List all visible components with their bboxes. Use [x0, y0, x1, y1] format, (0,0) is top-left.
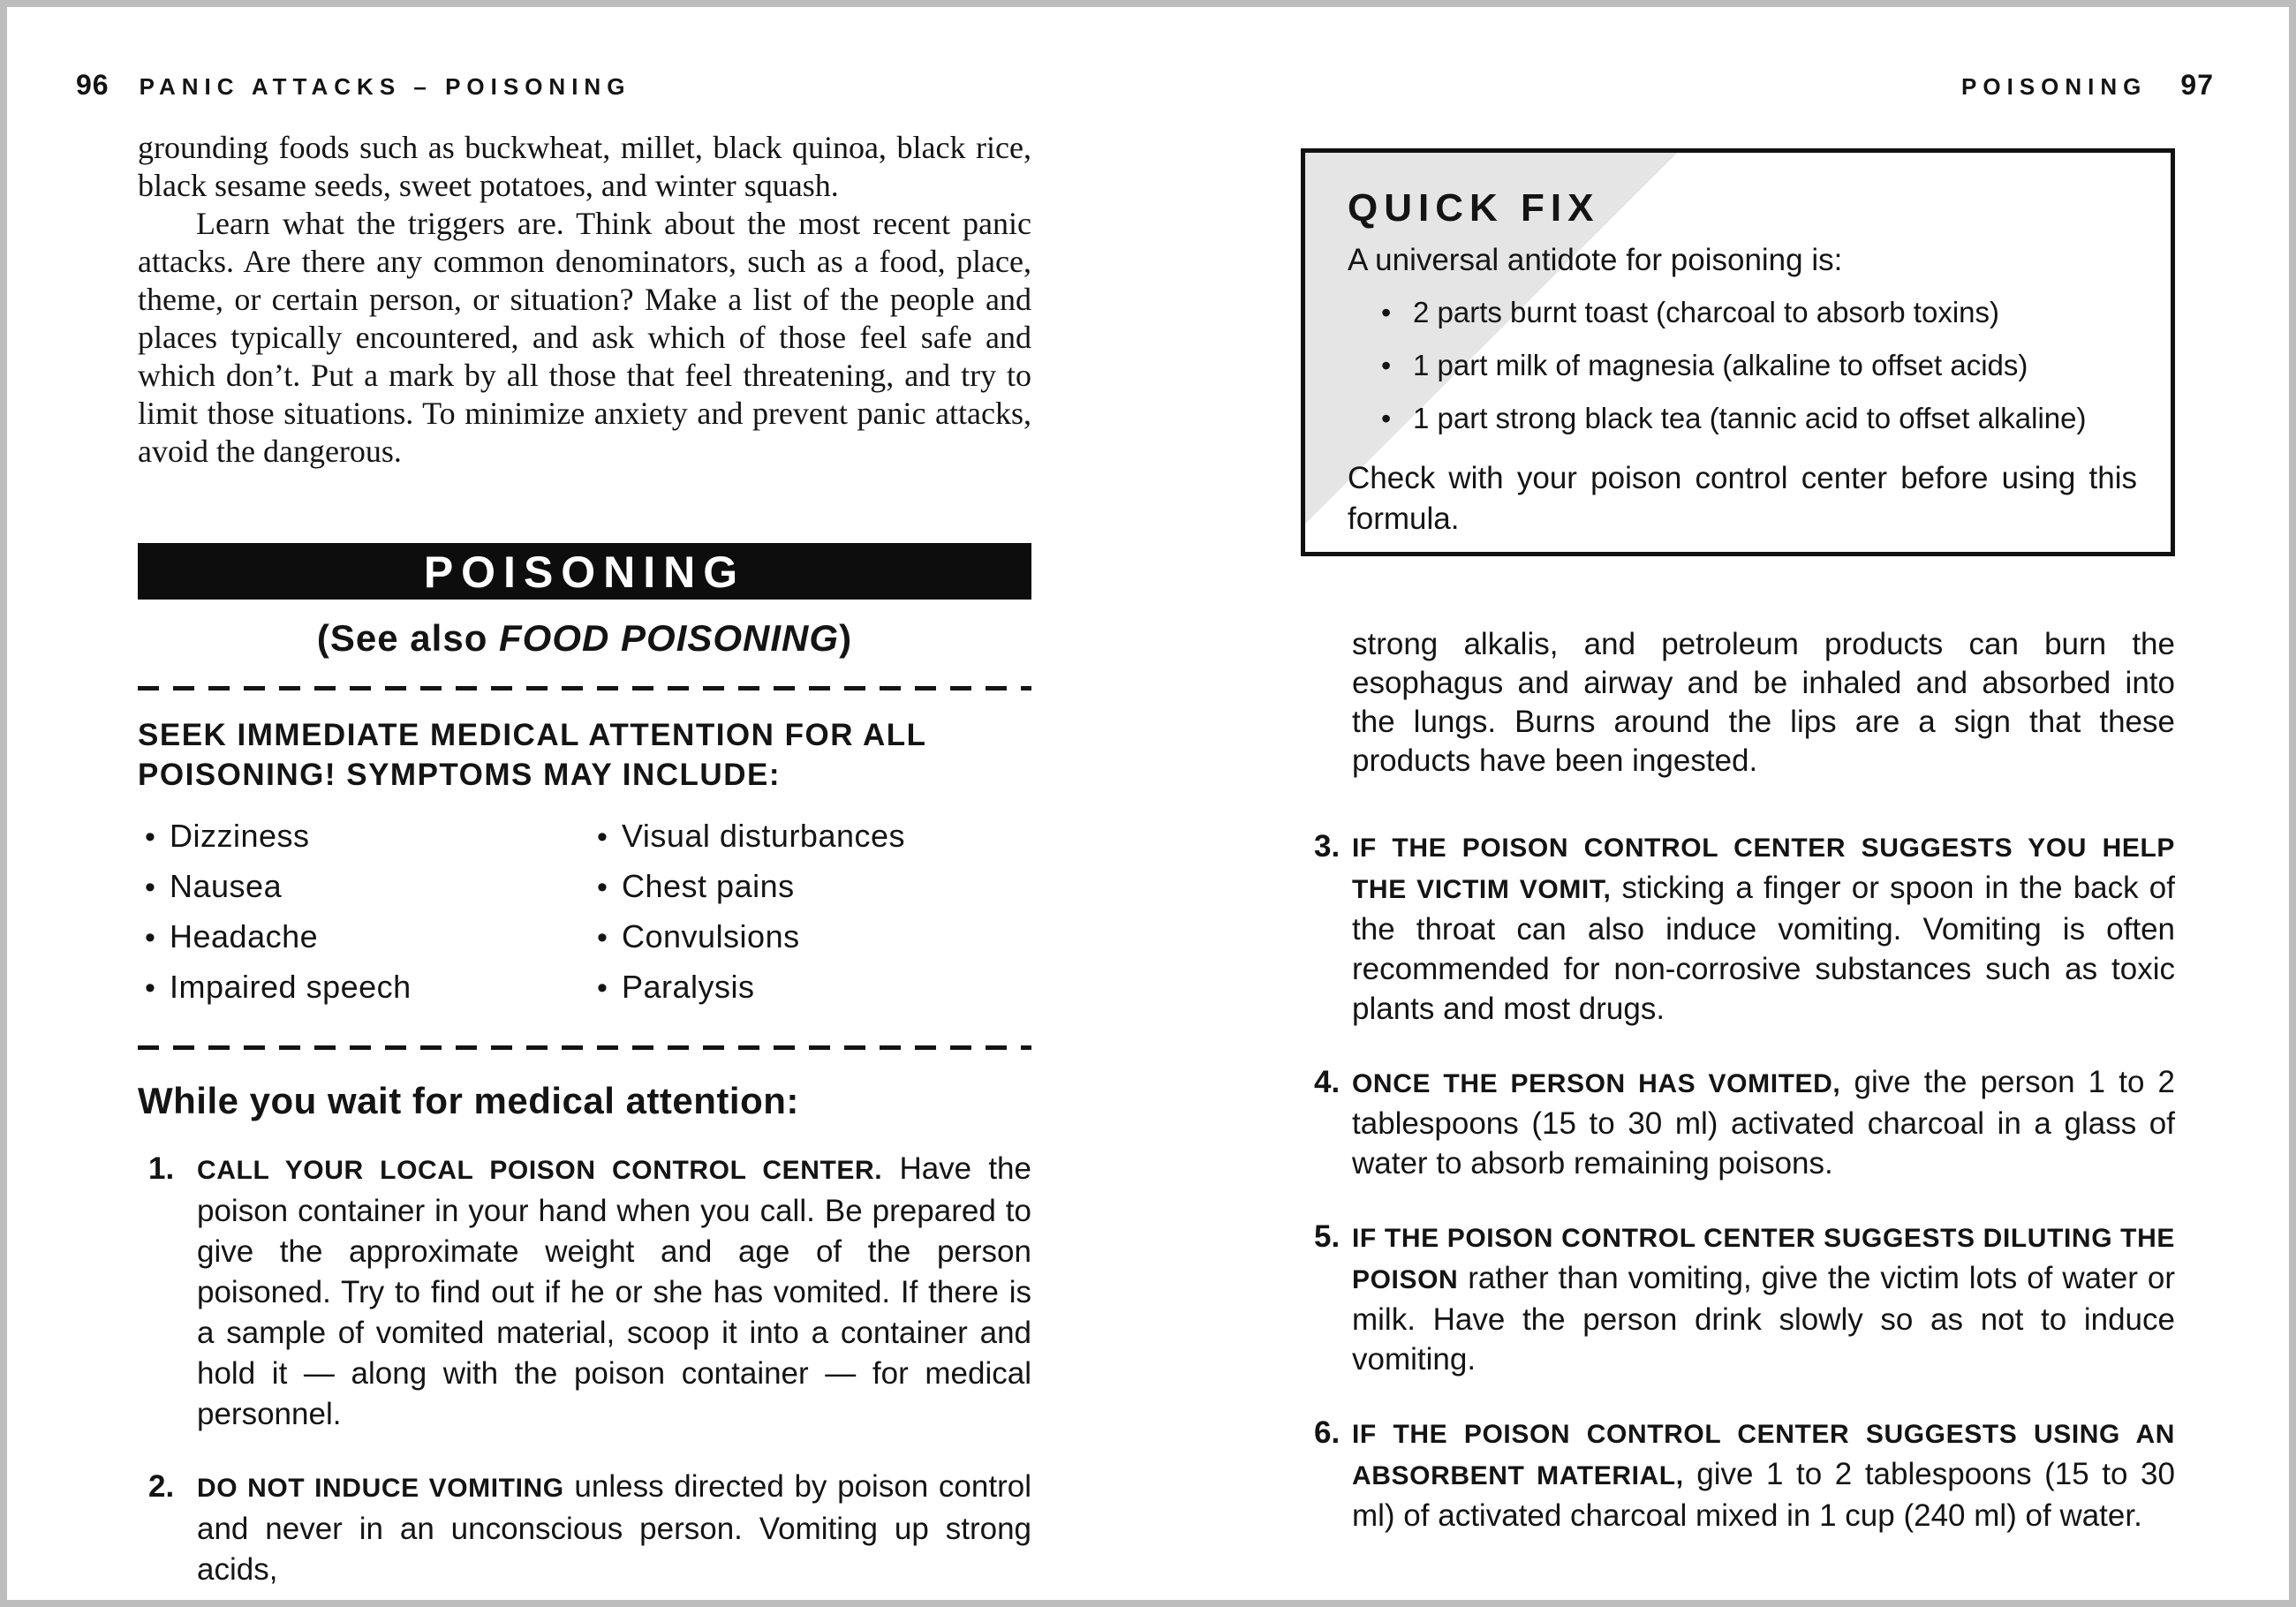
symptom-list	[138, 818, 1031, 1019]
list-item	[590, 969, 905, 1019]
list-item	[138, 918, 590, 969]
step-number: 3.	[1314, 829, 1341, 864]
bullet-icon: •	[145, 921, 156, 954]
symptom-column-2	[590, 818, 905, 1019]
see-also-prefix: (See also	[316, 617, 500, 659]
symptom-label: Paralysis	[622, 969, 755, 1005]
quick-fix-note: Check with your poison control center before using this formula.	[1348, 461, 2137, 536]
bullet-icon: •	[1381, 350, 1392, 381]
step-text	[197, 1467, 1031, 1590]
step-text	[197, 1149, 1031, 1435]
symptom-label: Visual disturbances	[622, 818, 906, 854]
step-item-5	[1301, 1217, 2175, 1379]
symptom-column-1	[138, 818, 590, 1019]
step-number: 2.	[148, 1469, 175, 1504]
quick-fix-ingredient: 1 part strong black tea (tannic acid to offset alkaline)	[1413, 402, 2087, 434]
bullet-icon: •	[597, 971, 608, 1005]
bullet-icon: •	[145, 820, 156, 854]
step-text	[1352, 1413, 2175, 1535]
page-number-right: 97	[2180, 69, 2214, 101]
symptom-label: Dizziness	[170, 818, 310, 854]
step-lead-in: IF THE POISON CONTROL CENTER SUGGESTS DILUTING THE POISON	[1352, 1224, 2175, 1294]
instruction-steps-left	[138, 1149, 1031, 1590]
step-text	[1352, 1062, 2175, 1183]
list-item	[590, 818, 905, 868]
quick-fix-intro: A universal antidote for poisoning is:	[1348, 243, 1843, 277]
list-item	[1348, 349, 2137, 402]
symptom-label: Headache	[170, 918, 319, 954]
step-item-4	[1301, 1062, 2175, 1183]
running-head-left	[76, 69, 631, 102]
step-lead-in: IF THE POISON CONTROL CENTER SUGGESTS YOU HELP THE VICTIM VOMIT,	[1352, 834, 2175, 904]
see-also-cross-reference: FOOD POISONING	[499, 617, 840, 659]
running-title-left: PANIC ATTACKS – POISONING	[139, 73, 631, 100]
quick-fix-title: QUICK FIX	[1348, 186, 1600, 230]
see-also-line	[138, 617, 1031, 660]
step-number: 4.	[1314, 1065, 1341, 1099]
page-left-column	[138, 129, 1031, 1607]
page-number-left: 96	[76, 69, 110, 101]
section-banner-label: POISONING	[423, 547, 746, 597]
step-item-3	[1301, 826, 2175, 1029]
step-item-1	[138, 1149, 1031, 1435]
step-body-text: rather than vomiting, give the victim lots of water or milk. Have the person drink slowly so as not to induce vomiting.	[1352, 1261, 2175, 1377]
bullet-icon: •	[1381, 403, 1392, 434]
step-number: 5.	[1314, 1219, 1341, 1254]
list-item	[590, 918, 905, 969]
bullet-icon: •	[597, 820, 608, 854]
step-body-text: give 1 to 2 tablespoons (15 to 30 ml) of activated charcoal mixed in 1 cup (240 ml) of water.	[1352, 1457, 2175, 1533]
quick-fix-ingredient: 2 parts burnt toast (charcoal to absorb toxins)	[1413, 296, 1999, 328]
step-lead-in: DO NOT INDUCE VOMITING	[197, 1474, 564, 1503]
intro-paragraph-2: Learn what the triggers are. Think about the most recent panic attacks. Are there any common denominators, such as a food, place, theme, or certain person, or situation? Make a list of the people and places typically encountered, and ask which of those feel safe and which don’t. Put a mark by all those that feel threatening, and try to limit those situations. To minimize anxiety and prevent panic attacks, avoid the dangerous.	[138, 206, 1031, 469]
step-item-2	[138, 1467, 1031, 1590]
continuation-paragraph: strong alkalis, and petroleum products can burn the esophagus and airway and be inhaled and absorbed into the lungs. Burns around the lips are a sign that these products have been ingested.	[1352, 627, 2175, 778]
quick-fix-box	[1301, 148, 2175, 556]
bullet-icon: •	[1381, 297, 1392, 328]
step-number: 6.	[1314, 1415, 1341, 1450]
see-also-suffix: )	[839, 617, 853, 659]
list-item	[1348, 402, 2137, 455]
symptom-label: Convulsions	[622, 918, 800, 954]
symptom-label: Nausea	[170, 868, 283, 904]
section-banner-poisoning	[138, 543, 1031, 600]
dashed-divider	[138, 1045, 1031, 1050]
intro-paragraph-1: grounding foods such as buckwheat, millet, black quinoa, black rice, black sesame seeds, sweet potatoes, and winter squash.	[138, 130, 1031, 203]
quick-fix-bullet-list	[1348, 296, 2137, 455]
step-text	[1352, 826, 2175, 1029]
symptom-label: Chest pains	[622, 868, 795, 904]
quick-fix-content	[1348, 186, 2137, 539]
wait-heading: While you wait for medical attention:	[138, 1080, 799, 1121]
running-title-right: POISONING	[1961, 73, 2148, 100]
step-lead-in: IF THE POISON CONTROL CENTER SUGGESTS USING AN ABSORBENT MATERIAL,	[1352, 1420, 2175, 1490]
step-number: 1.	[148, 1151, 175, 1186]
step-lead-in: ONCE THE PERSON HAS VOMITED,	[1352, 1069, 1841, 1098]
step-item-6	[1301, 1413, 2175, 1535]
step-body-text: Have the poison container in your hand when you call. Be prepared to give the approximate weight and age of the person poisoned. Try to find out if he or she has vomited. If there is a sample of vomited material, scoop it into a container and hold it — along with the poison container — for medical personnel.	[197, 1151, 1031, 1431]
warning-heading: SEEK IMMEDIATE MEDICAL ATTENTION FOR ALL POISONING! SYMPTOMS MAY INCLUDE:	[138, 718, 926, 792]
quick-fix-ingredient: 1 part milk of magnesia (alkaline to offset acids)	[1413, 349, 2028, 381]
list-item	[138, 818, 590, 868]
step-body-text: give the person 1 to 2 tablespoons (15 to 30 ml) activated charcoal in a glass of water to absorb remaining poisons.	[1352, 1065, 2175, 1181]
list-item	[138, 868, 590, 918]
step-text	[1352, 1217, 2175, 1379]
bullet-icon: •	[597, 921, 608, 954]
step-body-text: unless directed by poison control and never in an unconscious person. Vomiting up strong acids,	[197, 1469, 1031, 1587]
page-right-column	[1301, 148, 2175, 1569]
running-head-right	[1961, 69, 2214, 102]
instruction-steps-right	[1301, 826, 2175, 1535]
dashed-divider	[138, 686, 1031, 690]
step-lead-in: CALL YOUR LOCAL POISON CONTROL CENTER.	[197, 1156, 883, 1185]
list-item	[1348, 296, 2137, 349]
symptom-label: Impaired speech	[170, 969, 412, 1005]
bullet-icon: •	[145, 871, 156, 904]
bullet-icon: •	[145, 971, 156, 1005]
step-body-text: sticking a finger or spoon in the back of the throat can also induce vomiting. Vomiting is often recommended for non-corrosive substances such as toxic plants and most drugs.	[1352, 871, 2175, 1026]
bullet-icon: •	[597, 871, 608, 904]
list-item	[138, 969, 590, 1019]
list-item	[590, 868, 905, 918]
